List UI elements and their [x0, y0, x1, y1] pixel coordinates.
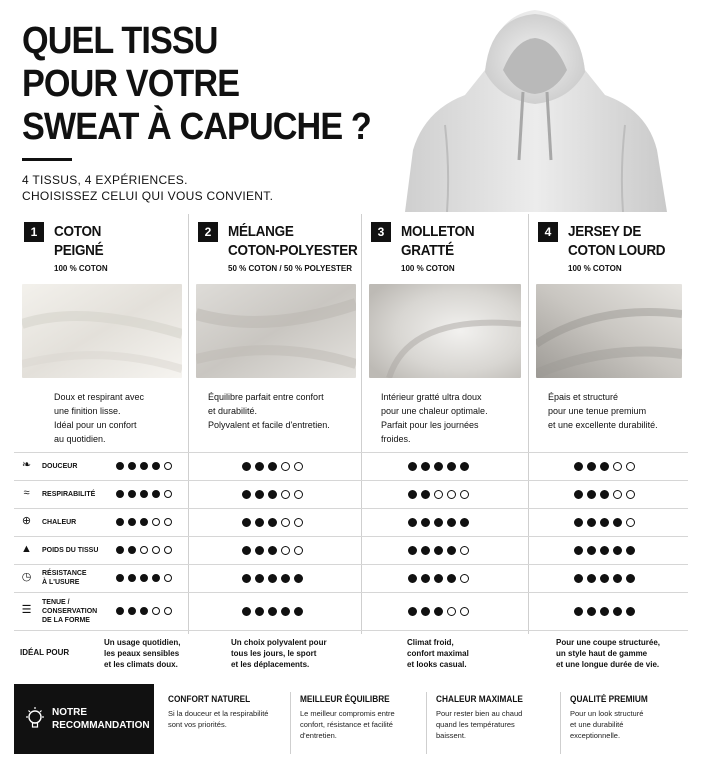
rating-dot-empty [613, 462, 622, 471]
criterion-label-line: À L'USURE [42, 579, 80, 586]
rating-dots [242, 518, 303, 527]
hoodie-image [385, 0, 685, 212]
description-line: Idéal pour un confort [54, 420, 137, 430]
rating-dot-filled [587, 546, 596, 555]
rating-dot-filled [255, 574, 264, 583]
title-line: QUEL TISSU [22, 20, 218, 62]
fabric-number: 2 [198, 222, 218, 242]
rating-dot-filled [268, 518, 277, 527]
rating-dot-filled [152, 462, 160, 470]
rating-dots [408, 518, 469, 527]
rating-dot-filled [574, 490, 583, 499]
recommendation-body [570, 708, 698, 741]
rating-dot-filled [255, 546, 264, 555]
rating-dot-filled [116, 462, 124, 470]
criterion-label-line: DE LA FORME [42, 616, 90, 624]
recommendation-heading: CONFORT NATUREL [168, 694, 251, 704]
fabric-column-melange [188, 214, 360, 632]
rating-dots [408, 490, 469, 499]
fabric-number: 3 [371, 222, 391, 242]
rating-dots [574, 607, 635, 616]
rating-dot-filled [600, 518, 609, 527]
fabric-texture-image [369, 284, 521, 378]
rating-dot-filled [268, 607, 277, 616]
rating-dot-empty [164, 490, 172, 498]
fabric-number: 1 [24, 222, 44, 242]
rating-dot-filled [587, 490, 596, 499]
ideal-line: et les déplacements. [231, 660, 310, 669]
rating-dot-filled [268, 546, 277, 555]
rating-dot-filled [447, 546, 456, 555]
rating-dot-filled [128, 607, 136, 615]
rating-dots [574, 518, 635, 527]
rating-dot-filled [421, 490, 430, 499]
rating-dot-filled [600, 607, 609, 616]
rating-dot-filled [613, 518, 622, 527]
recommendation-title-line: RECOMMANDATION [52, 720, 150, 731]
recommendation-body-line: confort, résistance et facilité [300, 720, 393, 729]
row-divider [14, 536, 688, 537]
rating-dot-filled [116, 490, 124, 498]
rating-dot-filled [242, 546, 251, 555]
fabric-composition: 100 % COTON [568, 264, 622, 273]
criterion-label-line: CHALEUR [42, 518, 77, 526]
rating-dots [116, 518, 172, 526]
rating-dot-filled [434, 462, 443, 471]
recommendation-title-line: NOTRE [52, 707, 87, 718]
row-divider [14, 452, 688, 453]
recommendation-item [300, 694, 428, 741]
rating-dot-filled [421, 546, 430, 555]
fabric-description [548, 390, 678, 432]
rating-dot-filled [587, 607, 596, 616]
rating-dot-empty [140, 546, 148, 554]
rating-dot-empty [626, 518, 635, 527]
rating-dot-empty [447, 490, 456, 499]
weight-icon: ▲ [21, 543, 32, 555]
fabric-name-line: PEIGNÉ [54, 242, 104, 259]
rating-dot-filled [408, 607, 417, 616]
tshirt-icon: ☰ [21, 604, 32, 616]
description-line: pour une tenue premium [548, 406, 647, 416]
clock-icon: ◷ [21, 571, 32, 583]
fabric-name [568, 222, 665, 260]
rating-dot-empty [626, 490, 635, 499]
recommendation-divider [290, 692, 291, 754]
rating-dot-empty [164, 518, 172, 526]
fabric-description [54, 390, 184, 446]
feather-icon: ❧ [21, 459, 32, 471]
recommendation-heading: QUALITÉ PREMIUM [570, 694, 648, 704]
criterion-label-line: RESPIRABILITÉ [42, 490, 96, 498]
rating-dot-empty [152, 607, 160, 615]
rating-dot-filled [600, 490, 609, 499]
fabric-name [54, 222, 103, 260]
page-title [22, 20, 382, 149]
rating-dot-filled [152, 490, 160, 498]
rating-dot-filled [268, 462, 277, 471]
rating-dot-filled [626, 607, 635, 616]
ideal-for-melange [231, 637, 327, 670]
rating-dot-filled [447, 462, 456, 471]
description-line: Parfait pour les journées [381, 420, 479, 430]
rating-dot-filled [140, 462, 148, 470]
fabric-texture-image [196, 284, 356, 378]
rating-dot-empty [281, 546, 290, 555]
recommendation-body-line: et une durabilité [570, 720, 624, 729]
rating-dot-filled [408, 546, 417, 555]
rating-dot-filled [434, 546, 443, 555]
recommendation-body-line: Si la douceur et la respirabilité [168, 709, 269, 718]
rating-dot-filled [140, 574, 148, 582]
recommendation-box [14, 684, 154, 754]
description-line: Polyvalent et facile d'entretien. [208, 420, 330, 430]
rating-dots [574, 462, 635, 471]
rating-dot-empty [434, 490, 443, 499]
fabric-texture-image [22, 284, 182, 378]
rating-dot-empty [447, 607, 456, 616]
rating-dot-filled [128, 462, 136, 470]
rating-dot-filled [587, 574, 596, 583]
fabric-name-line: GRATTÉ [401, 242, 454, 259]
row-divider [14, 630, 688, 631]
rating-dot-empty [152, 518, 160, 526]
rating-dot-filled [613, 546, 622, 555]
rating-dots [242, 574, 303, 583]
rating-dot-filled [626, 574, 635, 583]
subtitle-line: CHOISISSEZ CELUI QUI VOUS CONVIENT. [22, 189, 274, 203]
rating-dot-empty [164, 546, 172, 554]
rating-dot-filled [421, 607, 430, 616]
subtitle-line: 4 TISSUS, 4 EXPÉRIENCES. [22, 173, 188, 187]
rating-dot-filled [152, 574, 160, 582]
description-line: au quotidien. [54, 434, 106, 444]
rating-dots [408, 462, 469, 471]
rating-dot-filled [600, 574, 609, 583]
rating-dot-empty [613, 490, 622, 499]
ideal-line: confort maximal [407, 649, 469, 658]
title-underline [22, 158, 72, 161]
criterion-label [42, 546, 98, 555]
rating-dot-empty [294, 518, 303, 527]
rating-dots [242, 490, 303, 499]
recommendation-body [300, 708, 428, 741]
rating-dot-empty [152, 546, 160, 554]
recommendation-heading: MEILLEUR ÉQUILIBRE [300, 694, 390, 704]
rating-dot-empty [281, 462, 290, 471]
rating-dot-filled [574, 518, 583, 527]
criterion-label-line: TENUE / [42, 598, 70, 606]
fabric-name-line: MÉLANGE [228, 223, 294, 240]
rating-dot-empty [164, 462, 172, 470]
row-divider [14, 564, 688, 565]
description-line: Épais et structuré [548, 392, 619, 402]
description-line: une finition lisse. [54, 406, 121, 416]
rating-dot-filled [255, 462, 264, 471]
fabric-composition: 100 % COTON [401, 264, 455, 273]
rating-dot-filled [447, 574, 456, 583]
criterion-label [42, 569, 87, 587]
ideal-line: Pour une coupe structurée, [556, 638, 661, 647]
rating-dot-filled [460, 462, 469, 471]
fabric-columns [14, 214, 688, 632]
fabric-name-line: COTON [54, 223, 102, 240]
airflow-icon: ≈ [23, 487, 30, 499]
criterion-label-line: DOUCEUR [42, 462, 78, 470]
rating-dots [574, 574, 635, 583]
criterion-label-line: RÉSISTANCE [42, 570, 87, 577]
title-line: SWEAT À CAPUCHE ? [22, 106, 371, 148]
ideal-line: les peaux sensibles [104, 649, 180, 658]
rating-dot-filled [587, 518, 596, 527]
recommendation-body-line: Pour rester bien au chaud [436, 709, 523, 718]
rating-dot-empty [460, 546, 469, 555]
rating-dot-filled [140, 490, 148, 498]
rating-dot-filled [408, 490, 417, 499]
description-line: Équilibre parfait entre confort [208, 392, 324, 402]
fabric-description [381, 390, 511, 446]
rating-dots [116, 574, 172, 582]
recommendation-item [168, 694, 296, 730]
recommendation-body-line: Le meilleur compromis entre [300, 709, 395, 718]
description-line: et une excellente durabilité. [548, 420, 658, 430]
rating-dot-filled [294, 574, 303, 583]
row-divider [14, 508, 688, 509]
description-line: Doux et respirant avec [54, 392, 145, 402]
rating-dot-filled [574, 574, 583, 583]
rating-dot-filled [242, 607, 251, 616]
ideal-label: IDÉAL POUR [20, 648, 70, 657]
criterion-label-line: CONSERVATION [42, 607, 98, 615]
criterion-label [42, 462, 77, 471]
rating-dots [242, 462, 303, 471]
rating-dot-filled [255, 490, 264, 499]
fabric-name-line: COTON-POLYESTER [228, 242, 358, 259]
rating-dot-empty [460, 574, 469, 583]
rating-dots [574, 546, 635, 555]
title-line: POUR VOTRE [22, 63, 240, 105]
rating-dots [116, 462, 172, 470]
rating-dot-filled [587, 462, 596, 471]
rating-dot-filled [268, 574, 277, 583]
rating-dot-filled [408, 518, 417, 527]
lightbulb-icon [24, 706, 46, 732]
ideal-line: Climat froid, [407, 638, 454, 647]
criterion-label [42, 518, 76, 527]
fabric-column-coton-peigne [14, 214, 186, 632]
fabric-name-line: JERSEY DE [568, 223, 642, 240]
fabric-composition: 50 % COTON / 50 % POLYESTER [228, 264, 353, 273]
rating-dot-filled [434, 518, 443, 527]
fabric-name-line: MOLLETON [401, 223, 475, 240]
description-line: Intérieur gratté ultra doux [381, 392, 482, 402]
rating-dot-filled [128, 490, 136, 498]
rating-dot-filled [408, 574, 417, 583]
recommendation-body-line: Pour un look structuré [570, 709, 644, 718]
ideal-line: et les climats doux. [104, 660, 178, 669]
rating-dot-filled [116, 518, 124, 526]
rating-dot-filled [116, 574, 124, 582]
rating-dot-filled [281, 574, 290, 583]
rating-dot-filled [574, 607, 583, 616]
fabric-name [228, 222, 357, 260]
rating-dot-filled [460, 518, 469, 527]
rating-dot-filled [600, 462, 609, 471]
fabric-composition: 100 % COTON [54, 264, 108, 273]
rating-dot-filled [281, 607, 290, 616]
rating-dots [116, 607, 172, 615]
ideal-line: Un usage quotidien, [104, 638, 181, 647]
rating-dot-filled [447, 518, 456, 527]
rating-dot-filled [116, 607, 124, 615]
rating-dot-empty [164, 574, 172, 582]
recommendation-title [52, 706, 150, 732]
rating-dot-filled [128, 546, 136, 554]
rating-dot-filled [255, 518, 264, 527]
description-line: pour une chaleur optimale. [381, 406, 488, 416]
rating-dot-filled [242, 518, 251, 527]
recommendation-body-line: baissent. [436, 731, 467, 740]
criterion-label [42, 490, 95, 499]
rating-dot-filled [421, 518, 430, 527]
rating-dot-filled [242, 574, 251, 583]
recommendation-body-line: d'entretien. [300, 731, 337, 740]
rating-dot-filled [294, 607, 303, 616]
rating-dots [408, 574, 469, 583]
ideal-line: et une longue durée de vie. [556, 660, 660, 669]
criterion-label-line: POIDS DU TISSU [42, 546, 99, 554]
ideal-line: un style haut de gamme [556, 649, 648, 658]
ideal-line: Un choix polyvalent pour [231, 638, 327, 647]
rating-dots [242, 607, 303, 616]
recommendation-body [168, 708, 296, 730]
rating-dot-empty [460, 607, 469, 616]
rating-dot-filled [600, 546, 609, 555]
row-divider [14, 480, 688, 481]
ideal-line: et looks casual. [407, 660, 467, 669]
recommendation-body-line: quand les températures [436, 720, 515, 729]
rating-dot-filled [626, 546, 635, 555]
rating-dot-filled [613, 574, 622, 583]
rating-dot-filled [128, 574, 136, 582]
ideal-for-coton [104, 637, 180, 670]
rating-dot-filled [574, 462, 583, 471]
thermometer-icon: ⊕ [21, 515, 32, 527]
row-divider [14, 592, 688, 593]
rating-dot-empty [281, 490, 290, 499]
description-line: et durabilité. [208, 406, 258, 416]
recommendation-body [436, 708, 564, 741]
ideal-for-jersey [556, 637, 660, 670]
fabric-column-jersey [528, 214, 688, 632]
rating-dot-filled [574, 546, 583, 555]
rating-dots [116, 546, 172, 554]
rating-dot-filled [434, 607, 443, 616]
rating-dot-filled [140, 518, 148, 526]
rating-dot-filled [140, 607, 148, 615]
recommendation-body-line: exceptionnelle. [570, 731, 621, 740]
rating-dot-filled [242, 490, 251, 499]
rating-dot-filled [408, 462, 417, 471]
rating-dots [116, 490, 172, 498]
rating-dot-filled [421, 462, 430, 471]
rating-dot-empty [626, 462, 635, 471]
rating-dot-filled [116, 546, 124, 554]
rating-dot-empty [164, 607, 172, 615]
rating-dot-empty [294, 490, 303, 499]
rating-dots [574, 490, 635, 499]
rating-dot-empty [460, 490, 469, 499]
rating-dots [408, 546, 469, 555]
fabric-description [208, 390, 338, 432]
rating-dots [408, 607, 469, 616]
rating-dot-filled [421, 574, 430, 583]
rating-dot-empty [281, 518, 290, 527]
criterion-label [42, 598, 97, 625]
rating-dots [242, 546, 303, 555]
fabric-texture-image [536, 284, 682, 378]
fabric-number: 4 [538, 222, 558, 242]
recommendation-divider [560, 692, 561, 754]
fabric-column-molleton [361, 214, 528, 632]
rating-dot-filled [255, 607, 264, 616]
rating-dot-filled [268, 490, 277, 499]
fabric-name [401, 222, 474, 260]
recommendation-divider [426, 692, 427, 754]
ideal-line: tous les jours, le sport [231, 649, 317, 658]
description-line: froides. [381, 434, 411, 444]
rating-dot-filled [434, 574, 443, 583]
recommendation-body-line: sont vos priorités. [168, 720, 227, 729]
fabric-name-line: COTON LOURD [568, 242, 666, 259]
recommendation-heading: CHALEUR MAXIMALE [436, 694, 523, 704]
recommendation-item [570, 694, 698, 741]
rating-dot-filled [613, 607, 622, 616]
rating-dot-filled [128, 518, 136, 526]
rating-dot-filled [242, 462, 251, 471]
ideal-for-molleton [407, 637, 469, 670]
rating-dot-empty [294, 546, 303, 555]
recommendation-item [436, 694, 564, 741]
rating-dot-empty [294, 462, 303, 471]
page-subtitle [22, 172, 273, 204]
